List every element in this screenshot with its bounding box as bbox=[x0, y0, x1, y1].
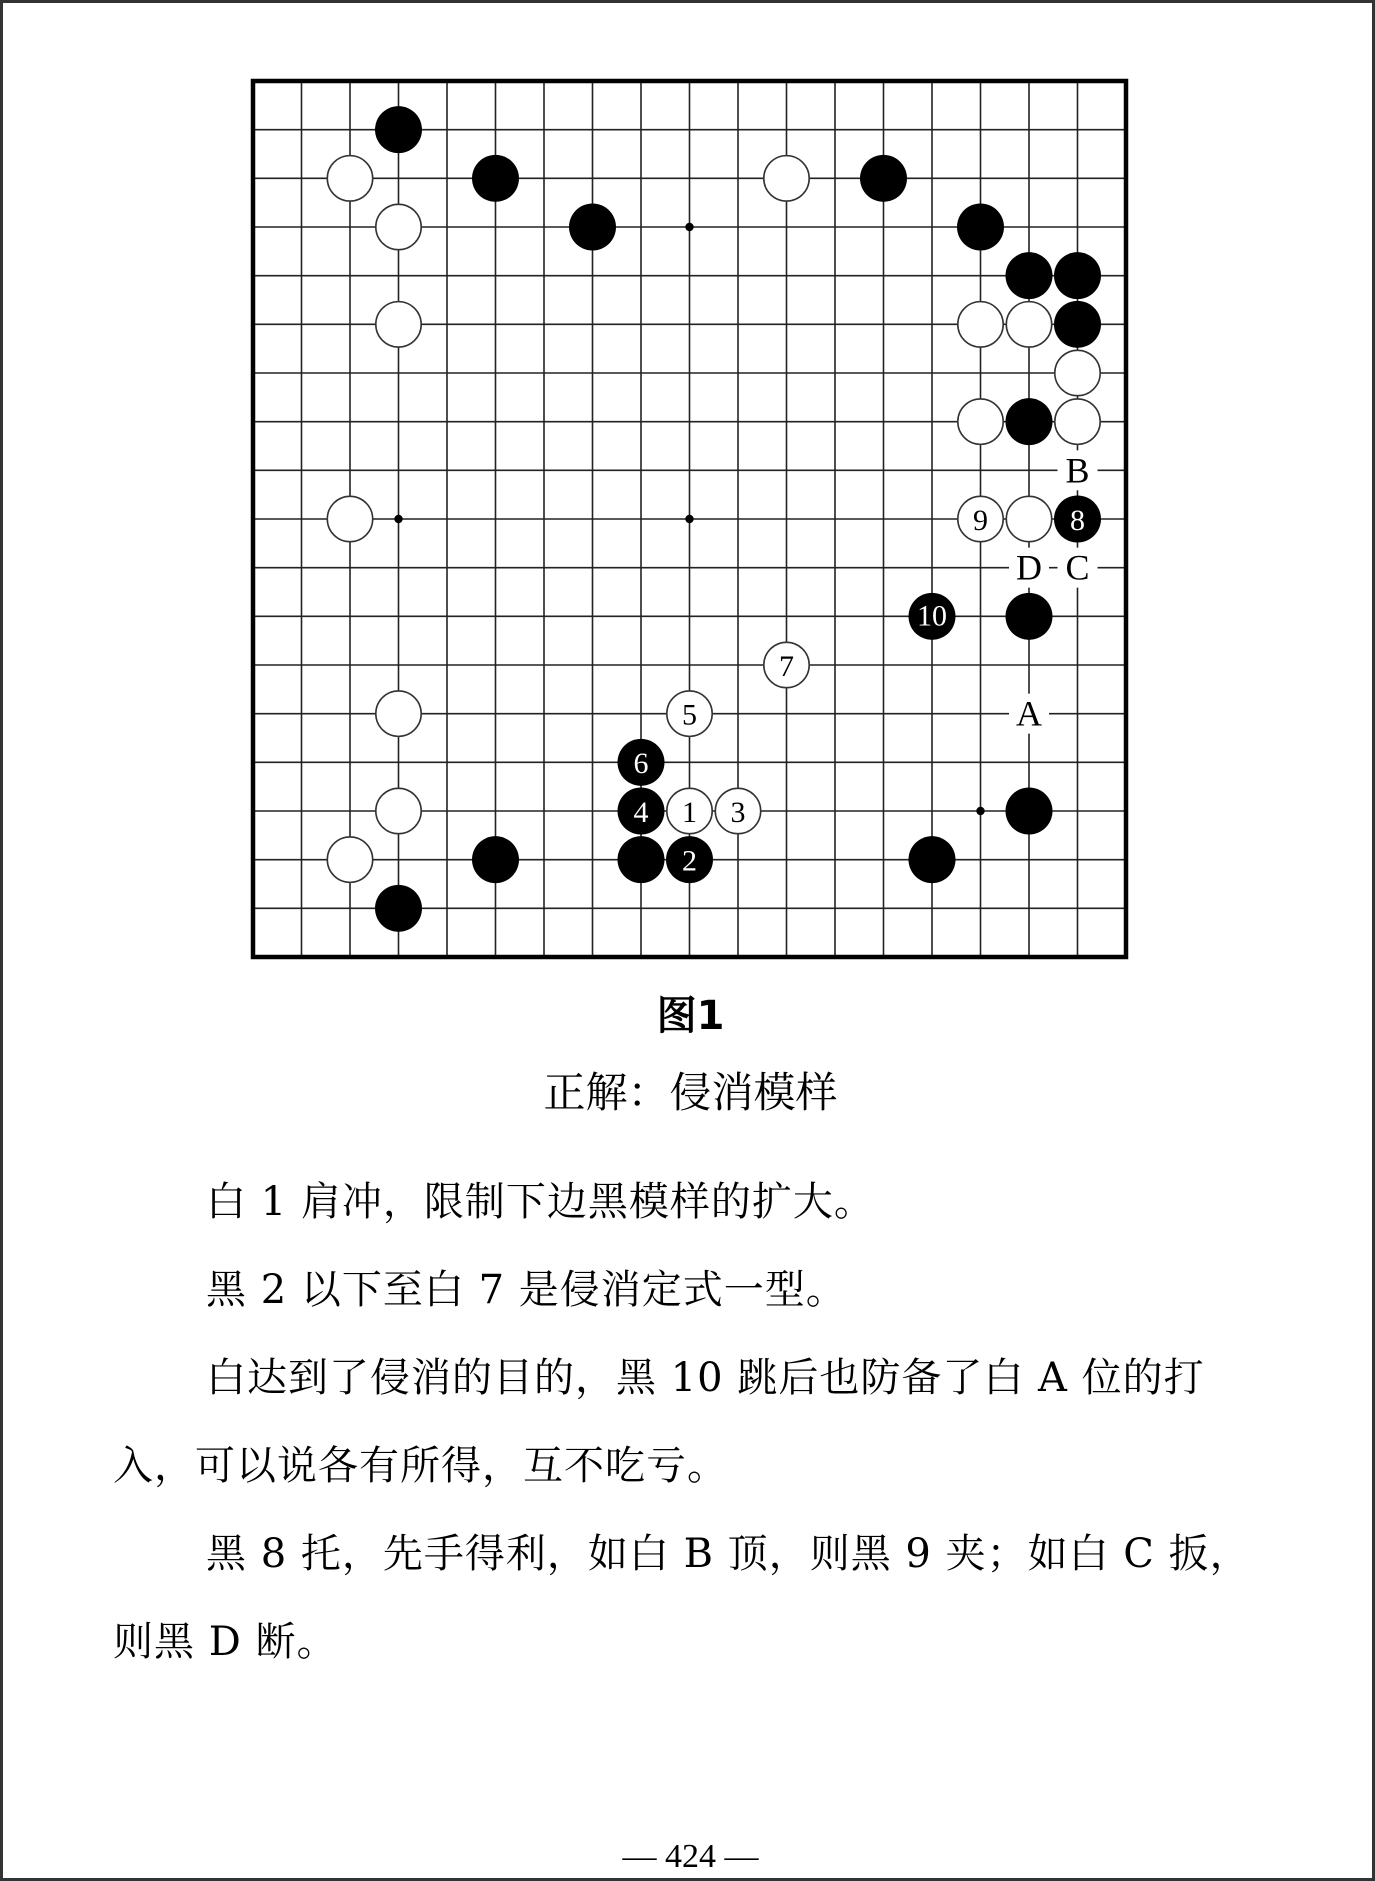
white-stone-1 bbox=[667, 788, 712, 833]
black-stone bbox=[957, 204, 1004, 251]
black-stone-6 bbox=[618, 739, 665, 786]
white-stone bbox=[1006, 496, 1051, 541]
svg-text:B: B bbox=[1065, 450, 1090, 491]
black-stone-10 bbox=[909, 593, 956, 640]
white-stone-7 bbox=[764, 642, 809, 687]
white-stone bbox=[376, 788, 421, 833]
figure-subtitle: 正解：侵消模样 bbox=[543, 1068, 838, 1117]
star-point bbox=[685, 223, 693, 231]
white-stone-5 bbox=[667, 691, 712, 736]
white-stone bbox=[764, 156, 809, 201]
go-board bbox=[247, 75, 1133, 964]
label-d bbox=[1009, 548, 1049, 588]
white-stone-9 bbox=[958, 496, 1003, 541]
move-number: 7 bbox=[779, 649, 794, 683]
white-stone bbox=[1055, 350, 1100, 395]
figure-title: 图1 bbox=[656, 993, 725, 1039]
svg-text:C: C bbox=[1065, 547, 1090, 588]
svg-text:A: A bbox=[1016, 693, 1042, 734]
white-stone bbox=[327, 837, 372, 882]
black-stone bbox=[569, 204, 616, 251]
white-stone-3 bbox=[715, 788, 760, 833]
paragraph: 白达到了侵消的目的，黑 10 跳后也防备了白 A 位的打入，可以说各有所得，互不吃亏。 bbox=[113, 1355, 1205, 1489]
black-stone-8 bbox=[1054, 496, 1101, 543]
label-c bbox=[1058, 548, 1098, 588]
move-number: 8 bbox=[1070, 503, 1085, 537]
move-number: 10 bbox=[917, 599, 947, 633]
move-number: 9 bbox=[973, 503, 988, 537]
move-number: 2 bbox=[682, 844, 697, 878]
white-stone bbox=[1006, 302, 1051, 347]
black-stone bbox=[375, 885, 422, 932]
white-stone bbox=[958, 302, 1003, 347]
move-number: 4 bbox=[633, 795, 649, 829]
white-stone bbox=[327, 496, 372, 541]
white-stone bbox=[376, 302, 421, 347]
position-labels bbox=[1009, 450, 1098, 733]
black-stone bbox=[375, 106, 422, 153]
black-stone bbox=[909, 836, 956, 883]
move-number: 6 bbox=[633, 747, 649, 781]
white-stone bbox=[327, 156, 372, 201]
black-stone bbox=[860, 155, 907, 202]
black-stone bbox=[1054, 252, 1101, 299]
move-number: 5 bbox=[682, 698, 697, 732]
page-number: — 424 — bbox=[622, 1838, 759, 1875]
black-stone bbox=[1054, 301, 1101, 348]
move-number: 1 bbox=[682, 795, 697, 829]
black-stone-2 bbox=[666, 836, 713, 883]
paragraph: 白 1 肩冲，限制下边黑模样的扩大。 bbox=[206, 1179, 875, 1225]
commentary bbox=[113, 1158, 1263, 1686]
move-number: 3 bbox=[730, 795, 746, 829]
svg-text:D: D bbox=[1016, 547, 1042, 588]
white-stone bbox=[376, 204, 421, 249]
star-point bbox=[685, 515, 693, 523]
black-stone bbox=[1006, 252, 1053, 299]
go-board-diagram bbox=[247, 75, 1133, 964]
star-point bbox=[394, 515, 402, 523]
black-stone bbox=[1006, 398, 1053, 445]
white-stone bbox=[376, 691, 421, 736]
black-stone bbox=[618, 836, 665, 883]
white-stone bbox=[958, 399, 1003, 444]
white-stone bbox=[1055, 399, 1100, 444]
star-point bbox=[976, 807, 984, 815]
black-stone bbox=[1006, 788, 1053, 835]
black-stone bbox=[1006, 593, 1053, 640]
black-stone-4 bbox=[618, 788, 665, 835]
paragraph: 黑 8 托，先手得利，如白 B 顶，则黑 9 夹；如白 C 扳，则黑 D 断。 bbox=[113, 1531, 1251, 1665]
label-b bbox=[1058, 450, 1098, 490]
black-stone bbox=[472, 155, 519, 202]
paragraph: 黑 2 以下至白 7 是侵消定式一型。 bbox=[206, 1267, 847, 1313]
label-a bbox=[1009, 694, 1049, 734]
black-stone bbox=[472, 836, 519, 883]
